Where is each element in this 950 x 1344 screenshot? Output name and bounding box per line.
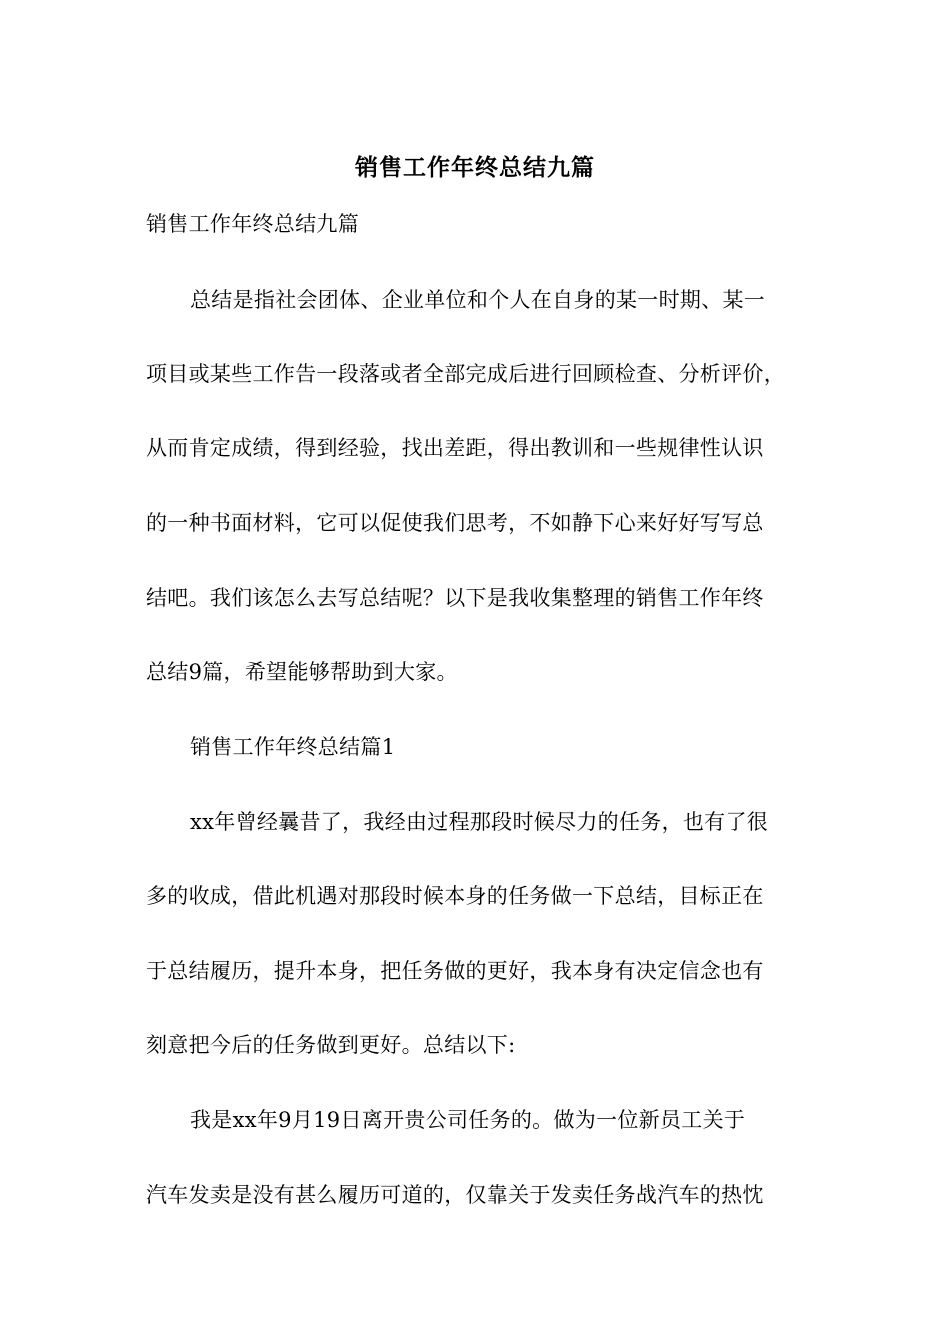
paragraph-line: 汽车发卖是没有甚么履历可道的，仅靠关于发卖任务战汽车的热忱: [146, 1183, 764, 1207]
document-subtitle: 销售工作年终总结九篇: [146, 212, 359, 236]
intro-line: 的一种书面材料，它可以促使我们思考，不如静下心来好好写写总: [146, 511, 764, 535]
intro-line: 总结9篇，希望能够帮助到大家。: [146, 660, 458, 684]
document-title: 销售工作年终总结九篇: [355, 154, 595, 181]
intro-line: 从而肯定成绩，得到经验，找出差距，得出教训和一些规律性认识: [146, 436, 764, 460]
intro-line: 项目或某些工作告一段落或者全部完成后进行回顾检查、分析评价，: [146, 362, 785, 386]
paragraph-line: 我是xx年9月19日离开贵公司任务的。做为一位新员工关于: [190, 1108, 746, 1132]
intro-line: 结吧。我们该怎么去写总结呢？以下是我收集整理的销售工作年终: [146, 586, 764, 610]
paragraph-line: 于总结履历，提升本身，把任务做的更好，我本身有决定信念也有: [146, 959, 764, 983]
intro-line: 总结是指社会团体、企业单位和个人在自身的某一时期、某一: [190, 288, 766, 312]
section-heading: 销售工作年终总结篇1: [190, 735, 396, 759]
paragraph-line: xx年曾经曩昔了，我经由过程那段时候尽力的任务，也有了很: [190, 810, 769, 834]
paragraph-line: 刻意把今后的任务做到更好。总结以下:: [146, 1033, 516, 1057]
paragraph-line: 多的收成，借此机遇对那段时候本身的任务做一下总结，目标正在: [146, 884, 764, 908]
